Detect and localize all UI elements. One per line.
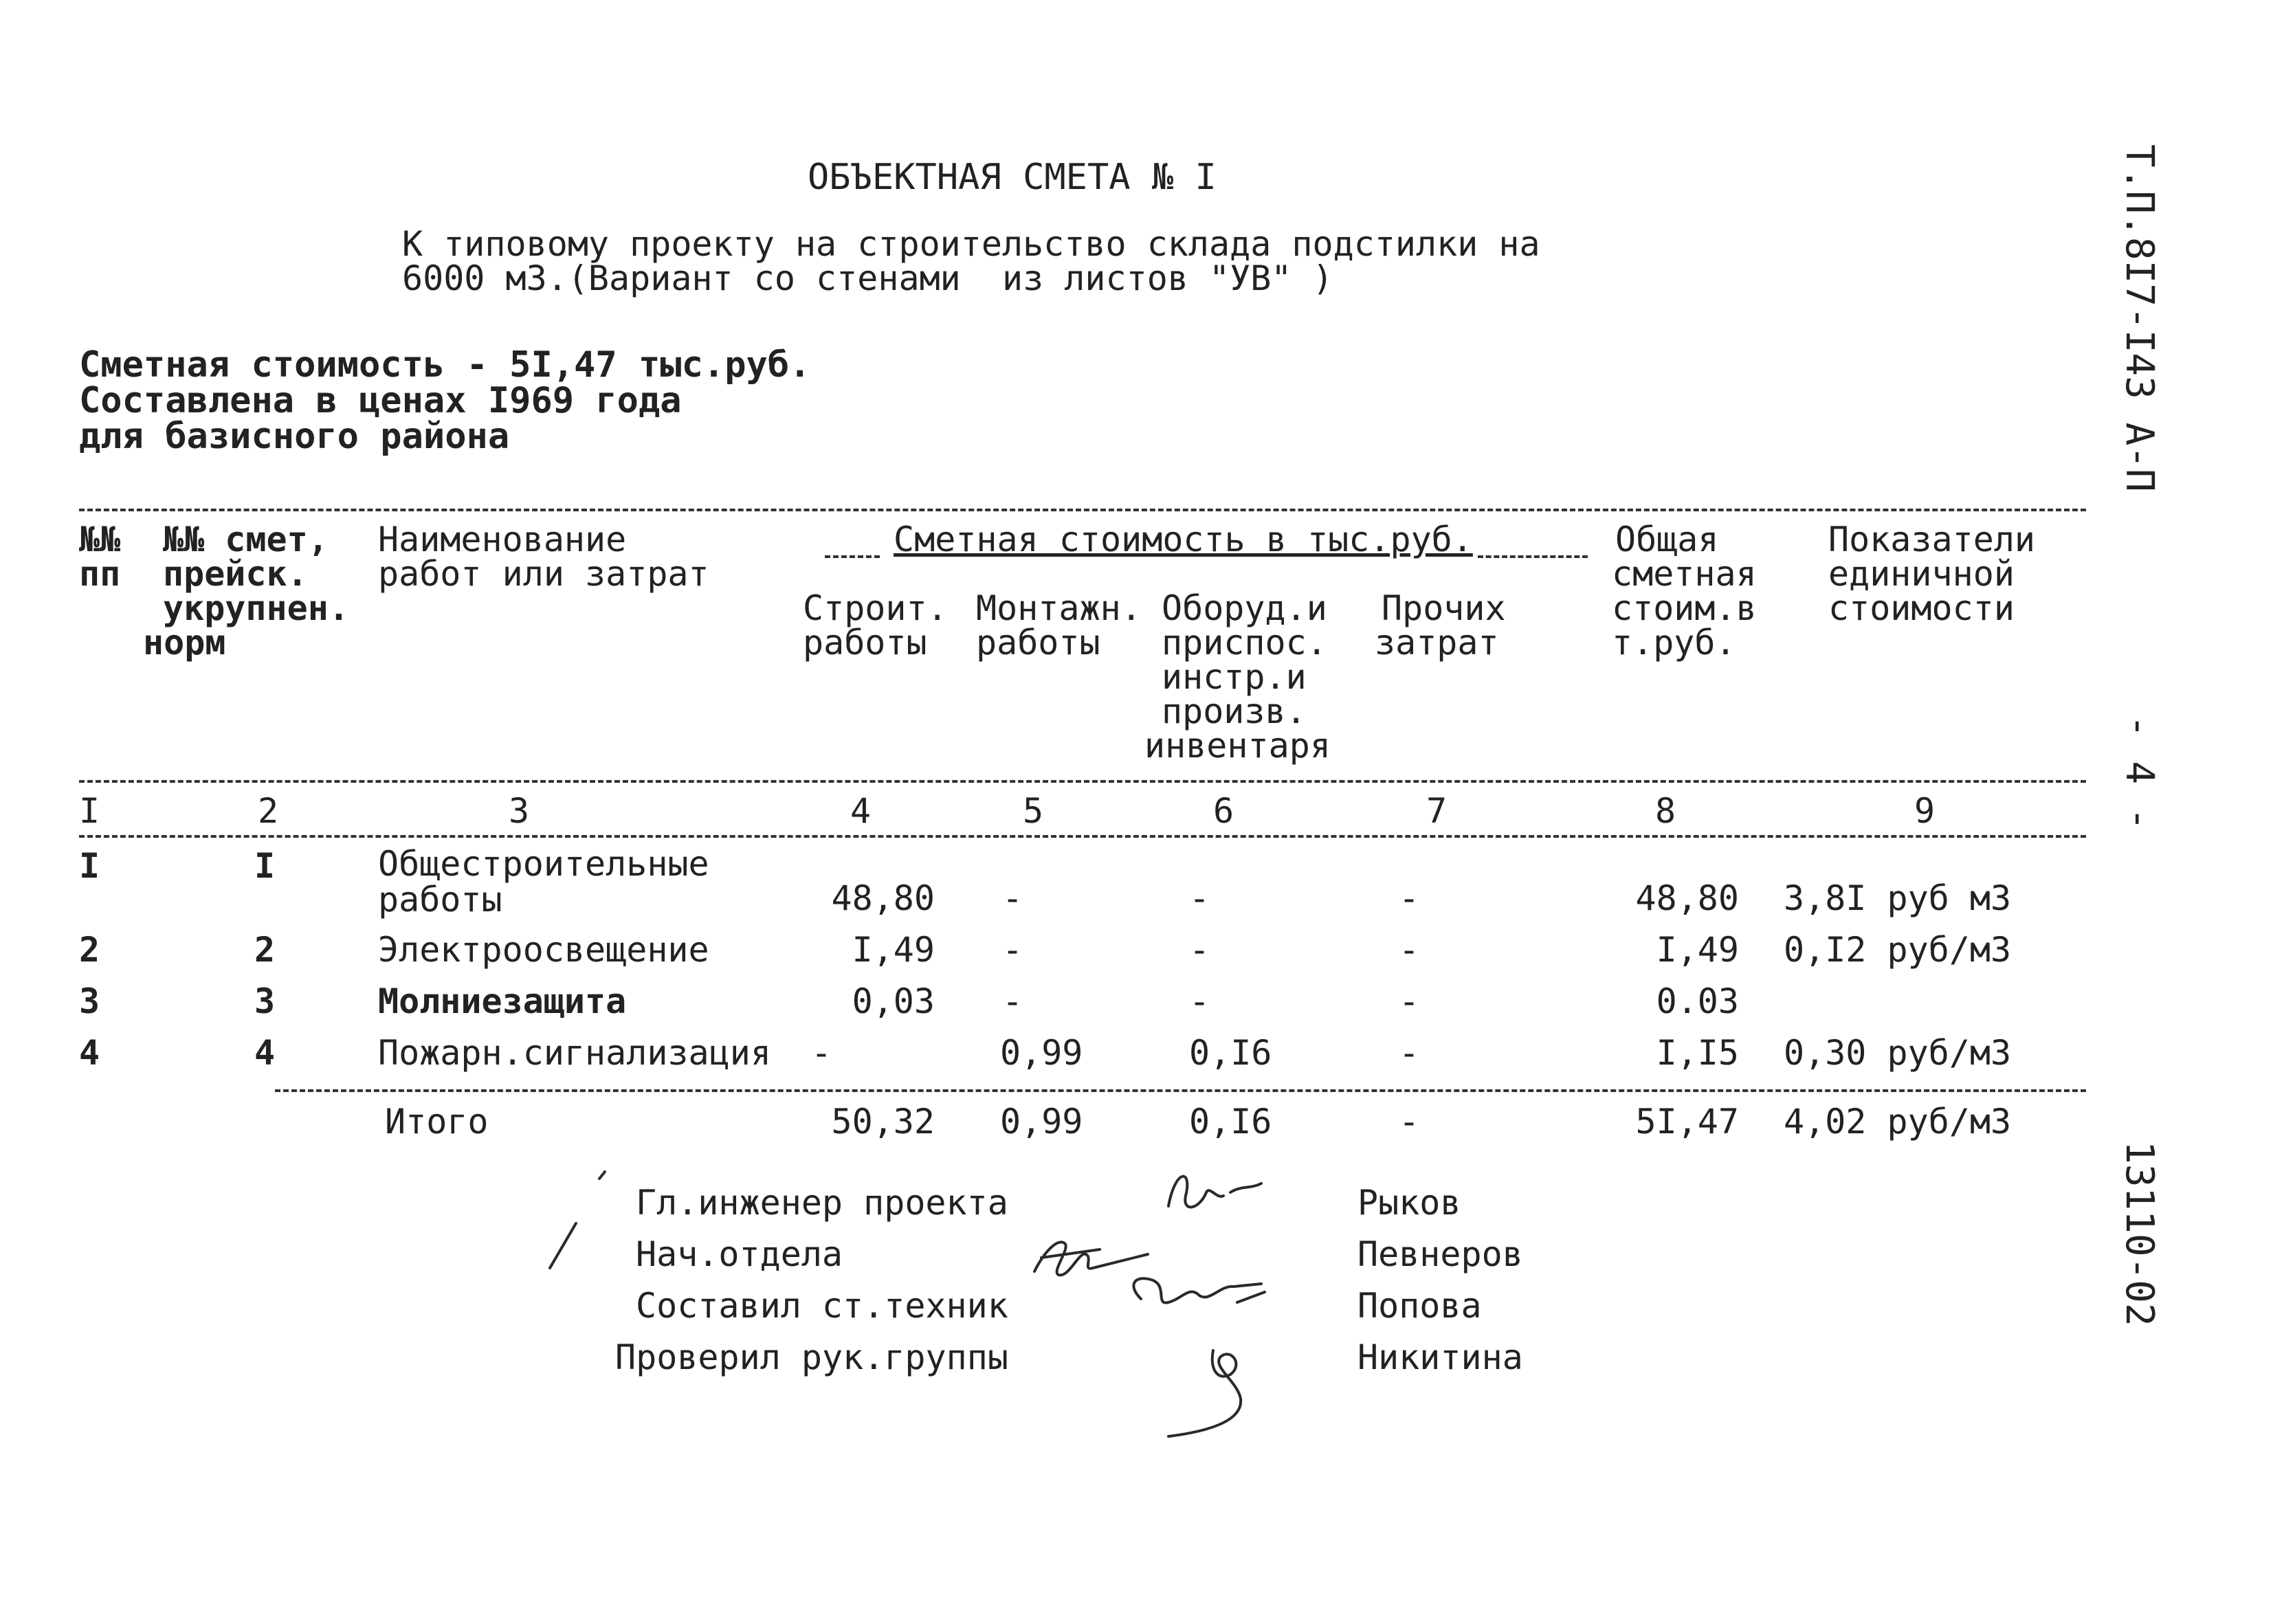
row2-ref: 2 xyxy=(254,930,276,970)
side-archive-number: 13110-02 xyxy=(2117,1141,2162,1326)
header-group-cost: Сметная стоимость в тыс.руб. xyxy=(894,520,1473,559)
header-col2-line4: норм xyxy=(143,623,226,663)
row1-build: 48,80 xyxy=(831,878,935,918)
summary-region: для базисного района xyxy=(79,416,510,457)
margin-tick-mark xyxy=(599,1172,605,1179)
row3-build: 0,03 xyxy=(852,981,935,1021)
document-subtitle-line-1: К типовому проекту на строительство склада подстилки на xyxy=(402,224,1540,264)
row4-name: Пожарн.сигнализация xyxy=(378,1033,771,1073)
row1-equip: - xyxy=(1189,878,1210,918)
signature-name-department-head: Певнеров xyxy=(1357,1234,1523,1274)
colnum-8: 8 xyxy=(1655,791,1676,831)
header-col4-line2: работы xyxy=(803,623,927,663)
colnum-3: 3 xyxy=(509,791,530,831)
header-col6-line4: произв. xyxy=(1162,691,1307,731)
header-col7-line2: затрат xyxy=(1375,623,1499,663)
row2-other: - xyxy=(1399,930,1420,970)
signature-scribble-1 xyxy=(1168,1177,1261,1208)
header-col6-line2: приспос. xyxy=(1162,623,1327,663)
header-col2-line1: №№ смет, xyxy=(163,520,329,559)
row3-number: 3 xyxy=(79,981,100,1021)
header-col3-line2: работ или затрат xyxy=(378,554,709,594)
row2-mount: - xyxy=(1002,930,1023,970)
row4-ref: 4 xyxy=(254,1033,276,1073)
header-col1-line2: пп xyxy=(79,554,121,594)
row2-equip: - xyxy=(1189,930,1210,970)
header-col4-line1: Строит. xyxy=(803,588,948,628)
row4-total: I,I5 xyxy=(1656,1033,1739,1073)
row3-ref: 3 xyxy=(254,981,276,1021)
header-col8-line3: стоим.в xyxy=(1612,588,1757,628)
signature-scribble-4 xyxy=(1168,1350,1241,1436)
header-col5-line2: работы xyxy=(976,623,1100,663)
total-total: 5I,47 xyxy=(1635,1102,1739,1142)
signature-role-department-head: Нач.отдела xyxy=(636,1234,843,1274)
header-col8-line4: т.руб. xyxy=(1612,623,1736,663)
signature-role-chief-engineer: Гл.инженер проекта xyxy=(636,1183,1008,1223)
total-label: Итого xyxy=(385,1102,489,1142)
signature-role-checker: Проверил рук.группы xyxy=(615,1337,1008,1377)
margin-slash-mark xyxy=(550,1223,576,1268)
header-col6-line5: инвентаря xyxy=(1144,726,1331,766)
document-subtitle-line-2: 6000 м3.(Вариант со стенами из листов "УВ" ) xyxy=(402,258,1333,298)
row1-other: - xyxy=(1399,878,1420,918)
row2-number: 2 xyxy=(79,930,100,970)
total-build: 50,32 xyxy=(831,1102,935,1142)
document-title: ОБЪЕКТНАЯ СМЕТА № I xyxy=(808,157,1217,198)
colnum-1: I xyxy=(79,791,100,831)
colnum-2: 2 xyxy=(258,791,279,831)
header-col6-line3: инстр.и xyxy=(1162,657,1307,697)
row4-equip: 0,I6 xyxy=(1189,1033,1272,1073)
row3-name: Молниезащита xyxy=(378,981,627,1021)
signature-name-checker: Никитина xyxy=(1357,1337,1523,1377)
header-col5-line1: Монтажн. xyxy=(976,588,1142,628)
row2-name: Электроосвещение xyxy=(378,930,709,970)
signature-scribble-2 xyxy=(1034,1242,1148,1275)
side-doc-code: Т.П.8I7-I43 А-П xyxy=(2117,144,2162,492)
row3-mount: - xyxy=(1002,981,1023,1021)
row1-total: 48,80 xyxy=(1635,878,1739,918)
colnum-7: 7 xyxy=(1426,791,1448,831)
header-col9-line3: стоимости xyxy=(1828,588,2015,628)
total-unit: 4,02 руб/м3 xyxy=(1784,1102,2012,1142)
side-page-number: - 4 - xyxy=(2117,715,2162,831)
row4-unit: 0,30 руб/м3 xyxy=(1784,1033,2012,1073)
header-col9-line1: Показатели xyxy=(1828,520,2036,559)
signature-name-compiler: Попова xyxy=(1357,1286,1482,1326)
header-col9-line2: единичной xyxy=(1828,554,2015,594)
row3-total: 0.03 xyxy=(1656,981,1739,1021)
signature-name-chief-engineer: Рыков xyxy=(1357,1183,1461,1223)
colnum-6: 6 xyxy=(1213,791,1234,831)
row4-mount: 0,99 xyxy=(1000,1033,1083,1073)
row4-number: 4 xyxy=(79,1033,100,1073)
row1-name-line1: Общестроительные xyxy=(378,844,709,884)
header-col6-line1: Оборуд.и xyxy=(1162,588,1327,628)
row1-number: I xyxy=(79,846,100,886)
signature-role-compiler: Составил ст.техник xyxy=(636,1286,1008,1326)
summary-cost: Сметная стоимость - 5I,47 тыс.руб. xyxy=(79,344,811,386)
row1-unit: 3,8I руб м3 xyxy=(1784,878,2012,918)
row2-total: I,49 xyxy=(1656,930,1739,970)
summary-prices: Составлена в ценах I969 года xyxy=(79,380,682,421)
total-mount: 0,99 xyxy=(1000,1102,1083,1142)
header-col2-line3: укрупнен. xyxy=(163,588,349,628)
header-col1-line1: №№ xyxy=(79,520,121,559)
row3-equip: - xyxy=(1189,981,1210,1021)
row1-mount: - xyxy=(1002,878,1023,918)
header-col2-line2: прейск. xyxy=(163,554,308,594)
row2-build: I,49 xyxy=(852,930,935,970)
row4-build: - xyxy=(811,1033,832,1073)
total-equip: 0,I6 xyxy=(1189,1102,1272,1142)
signature-scribble-3 xyxy=(1133,1278,1265,1302)
row1-name-line2: работы xyxy=(378,880,502,920)
row1-ref: I xyxy=(254,846,276,886)
row2-unit: 0,I2 руб/м3 xyxy=(1784,930,2012,970)
header-col8-line2: сметная xyxy=(1612,554,1757,594)
colnum-5: 5 xyxy=(1023,791,1044,831)
header-col3-line1: Наименование xyxy=(378,520,627,559)
total-other: - xyxy=(1399,1102,1420,1142)
colnum-9: 9 xyxy=(1914,791,1936,831)
header-col8-line1: Общая xyxy=(1615,520,1719,559)
row4-other: - xyxy=(1399,1033,1420,1073)
row3-other: - xyxy=(1399,981,1420,1021)
header-col7-line1: Прочих xyxy=(1382,588,1506,628)
colnum-4: 4 xyxy=(850,791,872,831)
